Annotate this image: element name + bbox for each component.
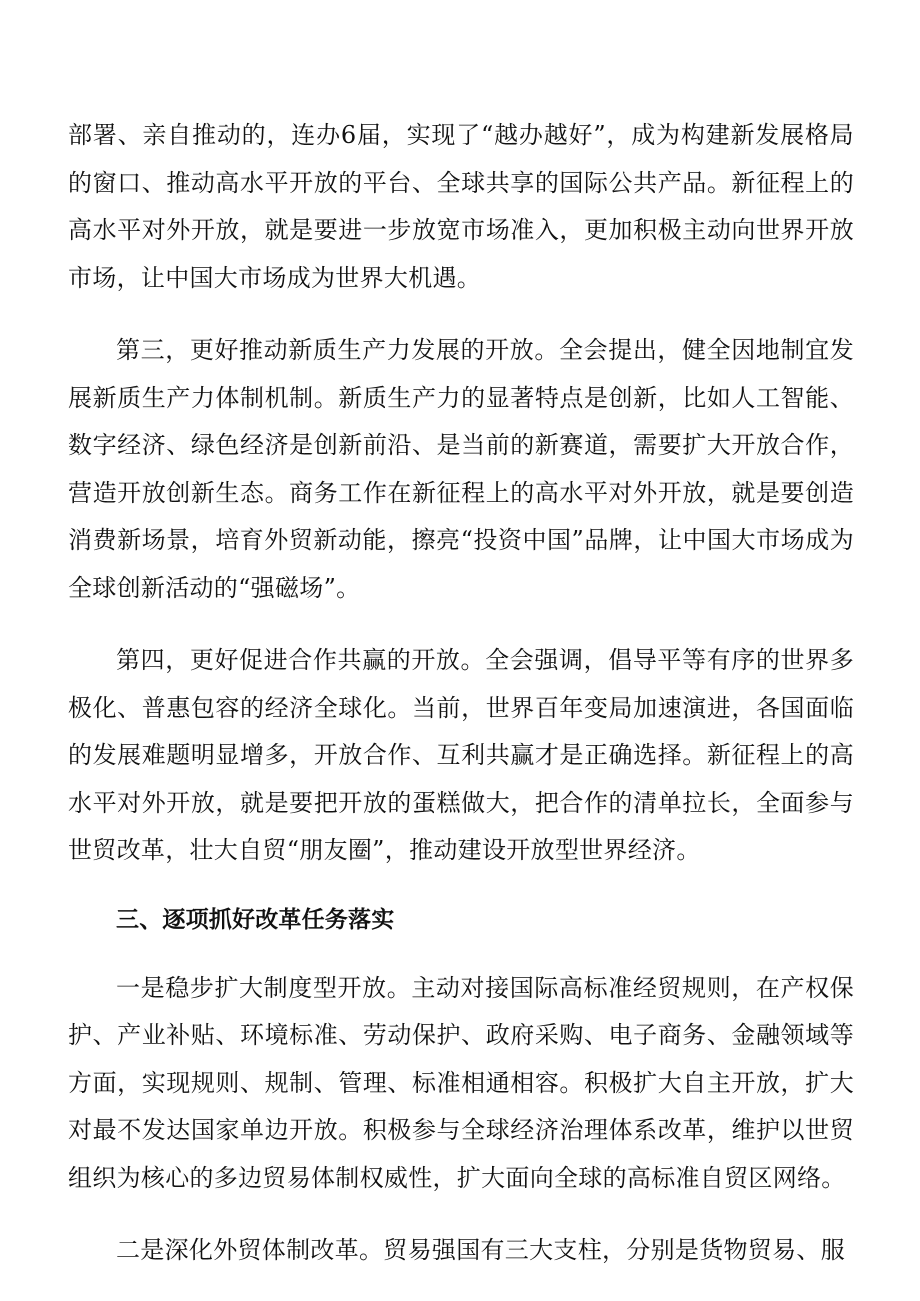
paragraph-continuation: 部署、亲自推动的，连办6届，实现了“越办越好”，成为构建新发展格局的窗口、推动高水平开放的平台、全球共享的国际公共产品。新征程上的高水平对外开放，就是要进一步放宽市场准入，更加积极主动向世界开放市场，让中国大市场成为世界大机遇。 <box>68 121 854 292</box>
paragraph-fourth-point: 第四，更好促进合作共赢的开放。全会强调，倡导平等有序的世界多极化、普惠包容的经济全球化。当前，世界百年变局加速演进，各国面临的发展难题明显增多，开放合作、互利共赢才是正确选择。新征程上的高水平对外开放，就是要把开放的蛋糕做大，把合作的清单拉长，全面参与世贸改革，壮大自贸“朋友圈”，推动建设开放型世界经济。 <box>68 646 854 864</box>
paragraph-task-two: 二是深化外贸体制改革。贸易强国有三大支柱，分别是货物贸易、服 <box>116 1236 845 1264</box>
paragraph-third-point: 第三，更好推动新质生产力发展的开放。全会提出，健全因地制宜发展新质生产力体制机制。新质生产力的显著特点是创新，比如人工智能、数字经济、绿色经济是创新前沿、是当前的新赛道，需要扩大开放合作，营造开放创新生态。商务工作在新征程上的高水平对外开放，就是要创造消费新场景，培育外贸新动能，擦亮“投资中国”品牌，让中国大市场成为全球创新活动的“强磁场”。 <box>68 336 854 602</box>
paragraph-task-one: 一是稳步扩大制度型开放。主动对接国际高标准经贸规则，在产权保护、产业补贴、环境标准、劳动保护、政府采购、电子商务、金融领域等方面，实现规则、规制、管理、标准相通相容。积极扩大自主开放，扩大对最不发达国家单边开放。积极参与全球经济治理体系改革，维护以世贸组织为核心的多边贸易体制权威性，扩大面向全球的高标准自贸区网络。 <box>68 973 854 1192</box>
section-heading: 三、逐项抓好改革任务落实 <box>116 906 395 933</box>
document-body <box>68 112 854 1275</box>
